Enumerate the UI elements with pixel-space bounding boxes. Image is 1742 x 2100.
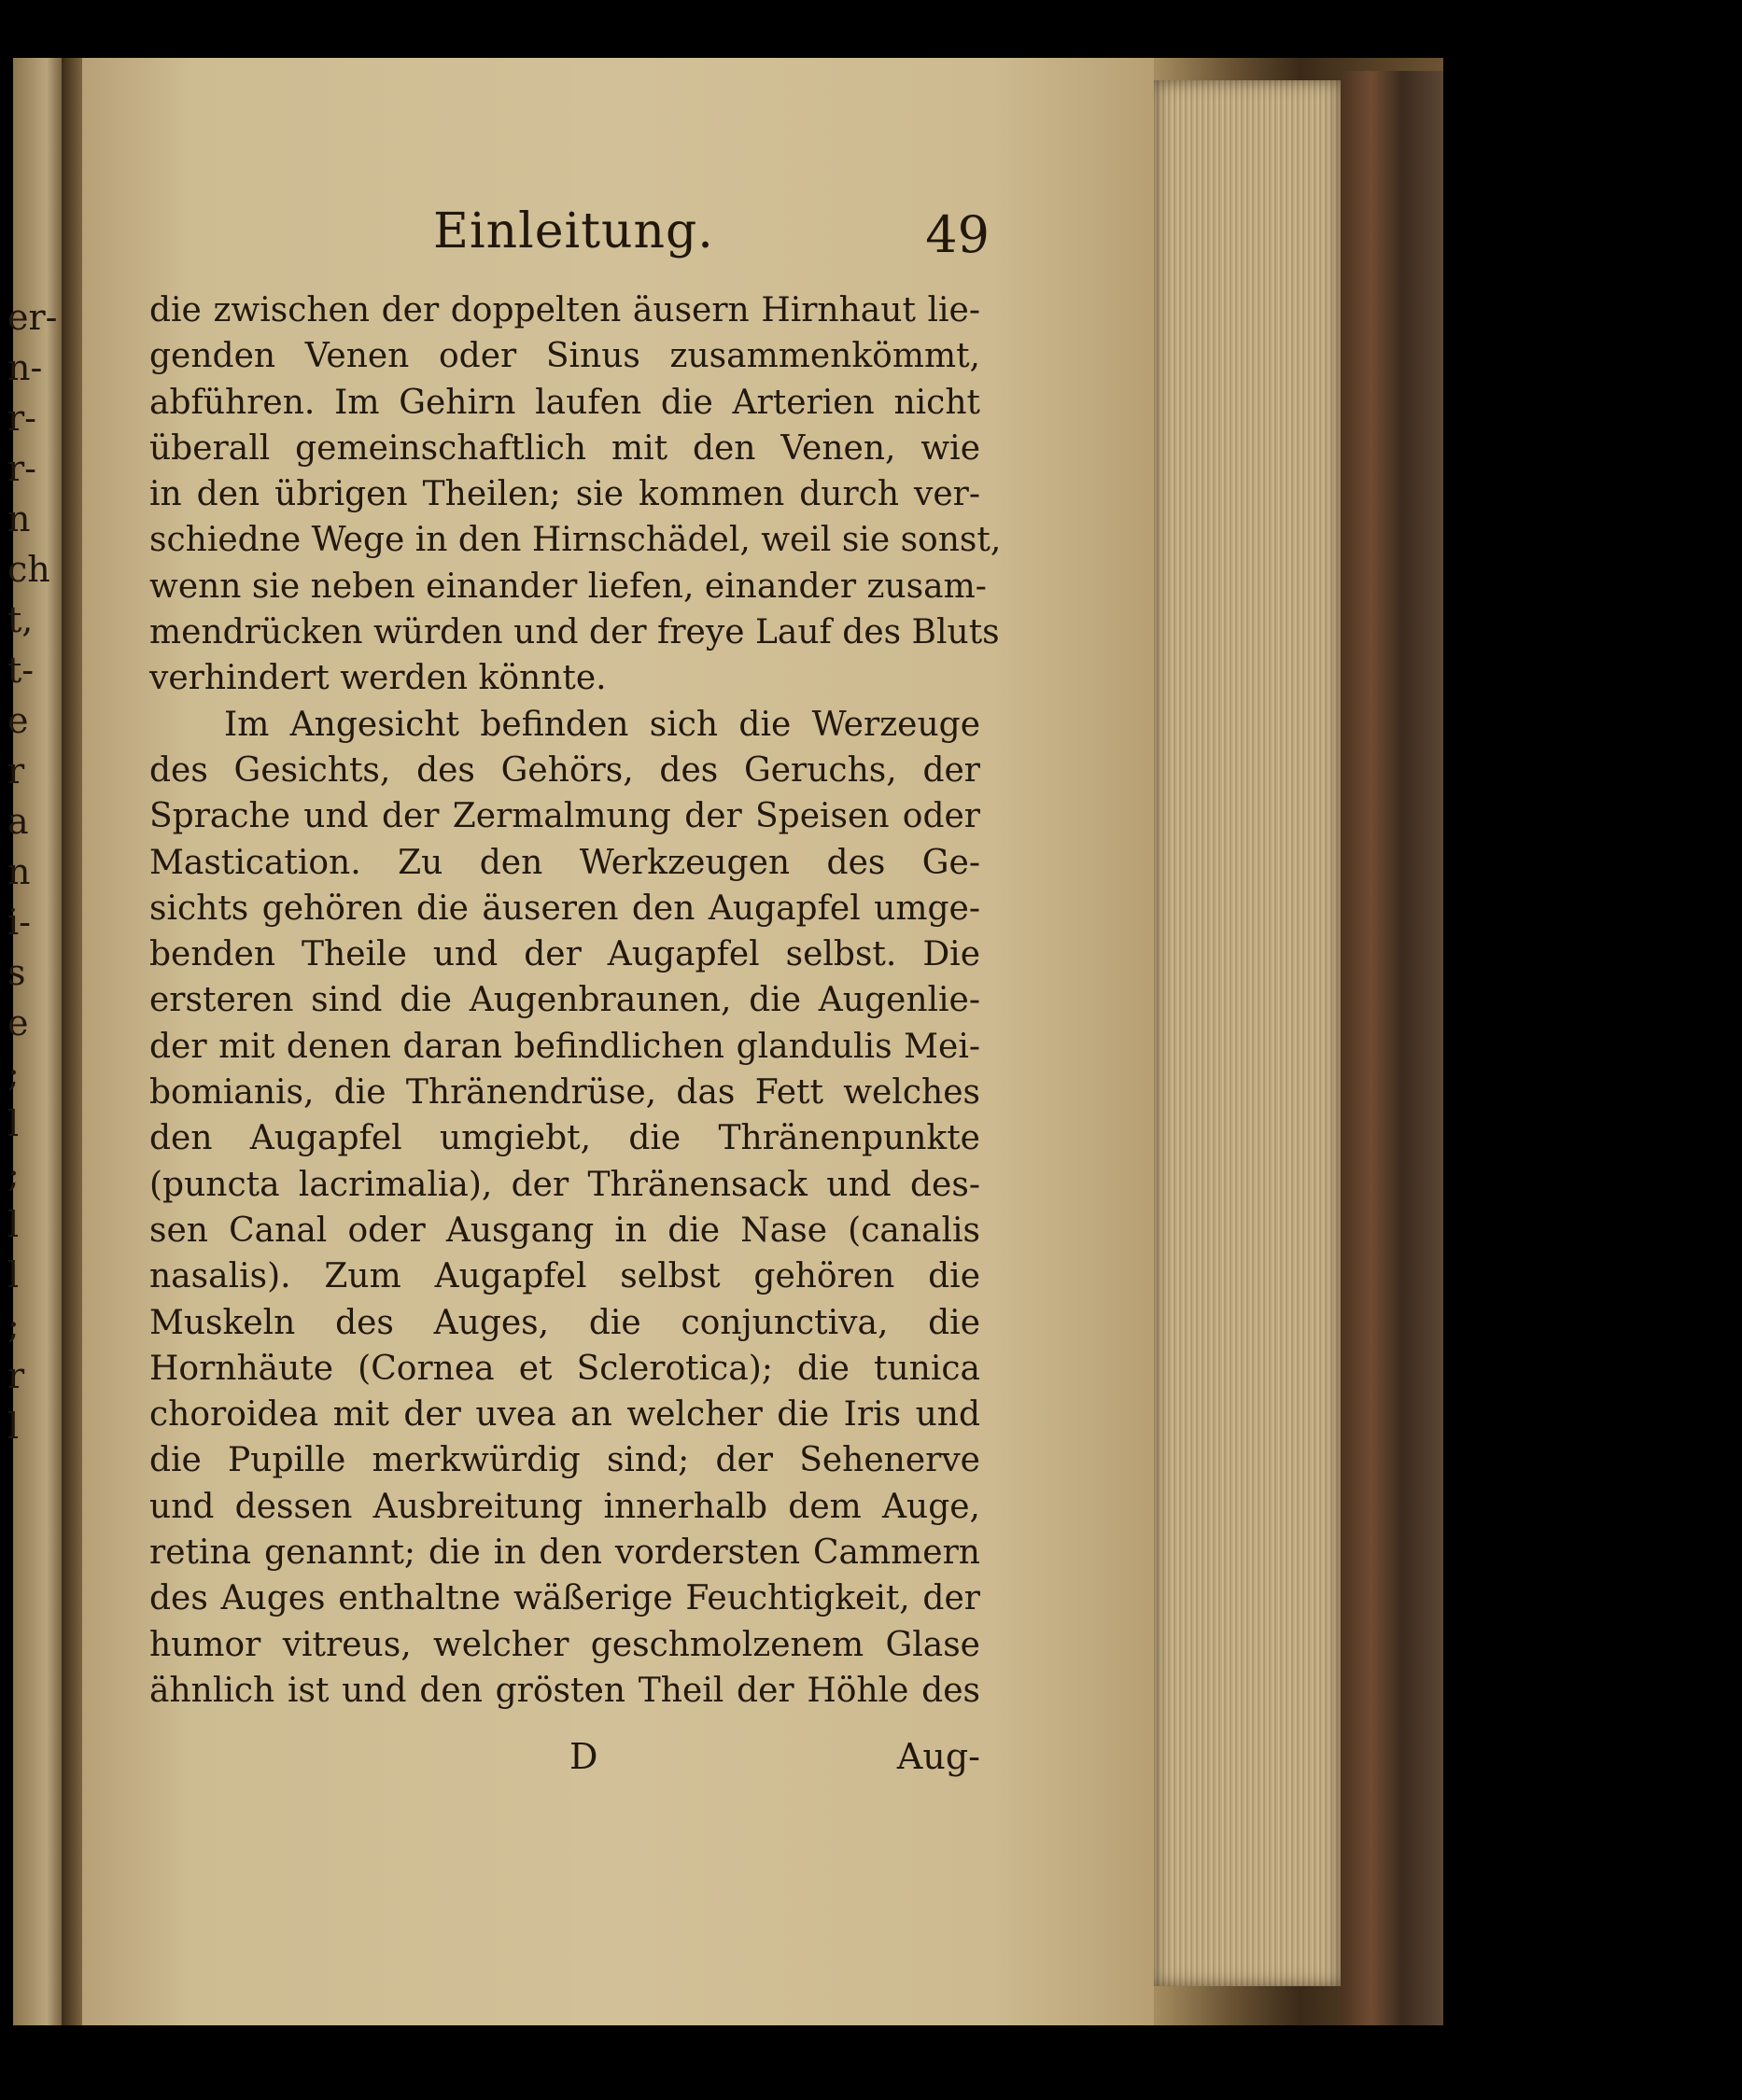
page-footer [149, 1736, 980, 1792]
facing-page-fragment: ; [7, 1154, 20, 1195]
body-text [149, 287, 1002, 1714]
facing-page-fragment: l [7, 1406, 20, 1447]
text-line: ersteren sind die Augenbraunen, die Augenlie- [149, 981, 980, 1020]
signature-mark: D [569, 1736, 598, 1777]
facing-page-fragment: ch [7, 549, 50, 590]
text-line: des Auges enthaltne wäßerige Feuchtigkeit, der [149, 1579, 980, 1618]
facing-page-fragment: n [7, 498, 31, 539]
text-line: choroidea mit der uvea an welcher die Iris und [149, 1395, 980, 1435]
facing-page-fragment: r [7, 1355, 25, 1396]
text-line: des Gesichts, des Gehörs, des Geruchs, der [149, 750, 980, 790]
text-line: mendrücken würden und der freye Lauf des Bluts [149, 613, 1000, 652]
text-line: schiedne Wege in den Hirnschädel, weil sie sonst, [149, 521, 1002, 560]
text-line: Muskeln des Auges, die conjunctiva, die [149, 1303, 980, 1342]
text-line: genden Venen oder Sinus zusammenkömmt, [149, 337, 980, 376]
page-header [411, 196, 990, 271]
facing-page-fragment: l [7, 1103, 20, 1144]
text-line: wenn sie neben einander liefen, einander zusam- [149, 567, 987, 606]
text-line: Im Angesicht befinden sich die Werzeuge [224, 705, 980, 744]
facing-page-fragment: r- [7, 398, 37, 439]
text-line: bomianis, die Thränendrüse, das Fett welches [149, 1073, 980, 1113]
text-line: ähnlich ist und den grösten Theil der Höhle des [149, 1671, 980, 1710]
catchword: Aug- [896, 1736, 980, 1777]
text-line: (puncta lacrimalia), der Thränensack und des- [149, 1165, 980, 1204]
facing-page-fragment: t, [7, 599, 34, 640]
text-line: nasalis). Zum Augapfel selbst gehören die [149, 1257, 980, 1296]
facing-page-fragment: e [7, 1002, 29, 1043]
text-line: und dessen Ausbreitung innerhalb dem Auge, [149, 1487, 980, 1526]
facing-page-fragment: t- [7, 650, 35, 691]
page-block-edges [1154, 80, 1341, 1986]
facing-page-fragment: r [7, 750, 25, 791]
facing-page-fragment: ; [7, 1305, 20, 1346]
facing-page-fragment: l [7, 1204, 20, 1245]
text-line: sichts gehören die äuseren den Augapfel umge- [149, 889, 980, 928]
text-line: der mit denen daran befindlichen glandulis Mei- [149, 1027, 980, 1066]
text-line: abführen. Im Gehirn laufen die Arterien nicht [149, 383, 980, 422]
facing-page-fragment: s [7, 952, 26, 993]
facing-page-fragment: n [7, 851, 31, 892]
book-cover-edge [1341, 71, 1443, 2025]
text-line: benden Theile und der Augapfel selbst. Die [149, 935, 980, 974]
text-line: retina genannt; die in den vordersten Cammern [149, 1533, 980, 1573]
running-head: Einleitung. [433, 203, 714, 259]
text-line: Mastication. Zu den Werkzeugen des Ge- [149, 843, 980, 882]
facing-page-fragment: a [7, 801, 29, 842]
facing-page-fragment: i- [7, 902, 31, 943]
text-line: humor vitreus, welcher geschmolzenem Glase [149, 1625, 980, 1664]
text-line: verhindert werden könnte. [149, 659, 607, 698]
book-gutter [62, 58, 82, 2025]
facing-page-fragment: ; [7, 1053, 20, 1094]
facing-page-fragment: n- [7, 347, 43, 388]
text-line: die Pupille merkwürdig sind; der Sehenerve [149, 1441, 980, 1480]
facing-page-fragment: e [7, 700, 29, 741]
facing-page-fragment: er- [7, 297, 58, 338]
facing-page-fragment: l [7, 1254, 20, 1295]
text-line: sen Canal oder Ausgang in die Nase (canalis [149, 1211, 980, 1250]
text-line: in den übrigen Theilen; sie kommen durch ver- [149, 475, 980, 514]
page-number: 49 [925, 205, 990, 264]
text-line: die zwischen der doppelten äusern Hirnhaut lie- [149, 291, 980, 329]
text-line: den Augapfel umgiebt, die Thränenpunkte [149, 1119, 980, 1158]
text-line: überall gemeinschaftlich mit den Venen, wie [149, 428, 980, 468]
text-line: Sprache und der Zermalmung der Speisen oder [149, 797, 980, 836]
facing-page-fragment: r- [7, 448, 37, 489]
text-line: Hornhäute (Cornea et Sclerotica); die tunica [149, 1349, 980, 1388]
